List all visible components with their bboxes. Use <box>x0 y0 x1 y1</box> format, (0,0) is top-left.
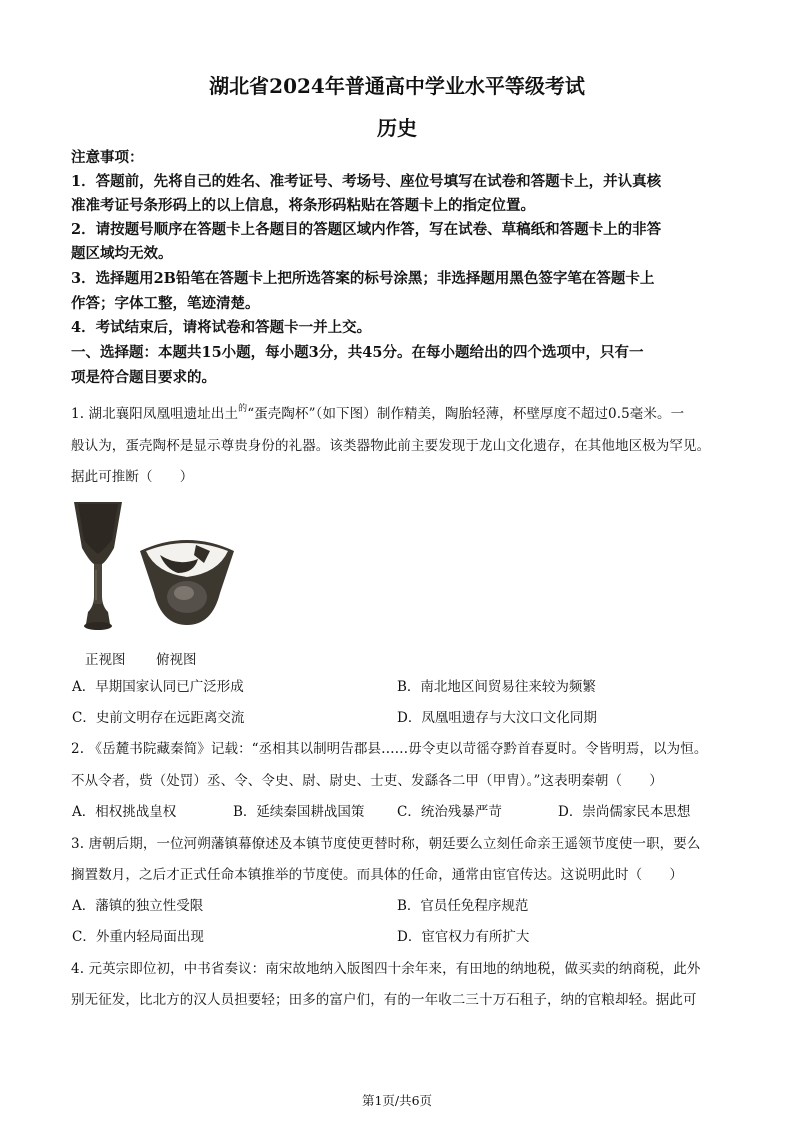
notice-item-4: 4．考试结束后，请将试卷和答题卡一并上交。 <box>71 319 372 336</box>
q1-stem-line-1-a: 1. 湖北襄阳凤凰咀遗址出土 <box>71 406 239 422</box>
eggshell-cup-top-view-image <box>138 533 236 631</box>
notice-heading: 注意事项： <box>71 149 144 166</box>
q1-stem-line-1 <box>71 404 684 426</box>
q1-option-d: D．凤凰咀遗存与大汶口文化同期 <box>397 710 597 726</box>
q2-stem-line-1: 2. 《岳麓书院藏秦简》记载：“丞相其以制明告郡县……毋令吏以苛徭夺黔首春夏时。令皆明焉，以为恒。 <box>71 741 708 757</box>
q1-stem-line-2: 般认为，蛋壳陶杯是显示尊贵身份的礼器。该类器物此前主要发现于龙山文化遗存，在其他地区极为罕见。 <box>71 438 711 454</box>
q2-option-c: C．统治残暴严苛 <box>397 804 502 820</box>
q1-option-a: A．早期国家认同已广泛形成 <box>72 679 244 695</box>
page-footer: 第1页/共6页 <box>361 1093 433 1108</box>
q1-stem-superscript: 的 <box>238 404 248 414</box>
eggshell-cup-front-view-image <box>72 500 124 632</box>
notice-item-2-line-2: 题区域均无效。 <box>71 245 173 262</box>
q3-stem-line-1: 3. 唐朝后期，一位河朔藩镇幕僚述及本镇节度使更替时称，朝廷要么立刻任命亲王遥领节度使一职，要么 <box>71 836 701 852</box>
q3-option-a: A．藩镇的独立性受限 <box>72 898 204 914</box>
q3-option-d: D．宦官权力有所扩大 <box>397 929 530 945</box>
exam-title: 湖北省2024年普通高中学业水平等级考试 <box>209 74 585 98</box>
q4-stem-line-1: 4. 元英宗即位初，中书省奏议：南宋故地纳入版图四十余年来，有田地的纳地税，做买卖的纳商税，此外 <box>71 961 701 977</box>
notice-item-1-line-2: 准准考证号条形码上的以上信息，将条形码粘贴在答题卡上的指定位置。 <box>71 197 535 214</box>
q3-option-b: B．官员任免程序规范 <box>397 898 529 914</box>
q1-option-c: C．史前文明存在远距离交流 <box>72 710 245 726</box>
q2-option-d: D．崇尚儒家民本思想 <box>558 804 691 820</box>
section-heading-line-2: 项是符合题目要求的。 <box>71 369 216 386</box>
q3-stem-line-2: 搁置数月，之后才正式任命本镇推举的节度使。而具体的任命，通常由宦官传达。这说明此时（ ） <box>71 867 683 883</box>
q2-option-b: B．延续秦国耕战国策 <box>233 804 365 820</box>
caption-front-view: 正视图 <box>85 652 126 668</box>
notice-item-3-line-2: 作答；字体工整，笔迹清楚。 <box>71 295 260 312</box>
section-heading-line-1: 一、选择题：本题共15小题，每小题3分，共45分。在每小题给出的四个选项中，只有一 <box>71 344 644 361</box>
caption-top-view: 俯视图 <box>156 652 197 668</box>
q3-option-c: C．外重内轻局面出现 <box>72 929 204 945</box>
subject-title: 历史 <box>377 116 417 140</box>
q1-option-b: B．南北地区间贸易往来较为频繁 <box>397 679 596 695</box>
q2-stem-line-2: 不从令者，赀（处罚）丞、令、令史、尉、尉史、士吏、发繇各二甲（甲胄）。”这表明秦朝（ ） <box>71 773 663 789</box>
notice-item-3-line-1: 3．选择题用2B铅笔在答题卡上把所选答案的标号涂黑；非选择题用黑色签字笔在答题卡上 <box>71 270 655 287</box>
q1-stem-line-1-b: “蛋壳陶杯”（如下图）制作精美，陶胎轻薄，杯壁厚度不超过0.5毫米。一 <box>247 406 685 422</box>
q2-option-a: A．相权挑战皇权 <box>72 804 177 820</box>
q1-stem-line-3: 据此可推断（ ） <box>71 469 194 485</box>
q4-stem-line-2: 别无征发，比北方的汉人员担要轻；田多的富户们，有的一年收二三十万石租子，纳的官粮却轻。据此可 <box>71 992 697 1008</box>
notice-item-2-line-1: 2．请按题号顺序在答题卡上各题目的答题区域内作答，写在试卷、草稿纸和答题卡上的非答 <box>71 221 662 238</box>
notice-item-1-line-1: 1．答题前，先将自己的姓名、准考证号、考场号、座位号填写在试卷和答题卡上，并认真核 <box>71 173 662 190</box>
